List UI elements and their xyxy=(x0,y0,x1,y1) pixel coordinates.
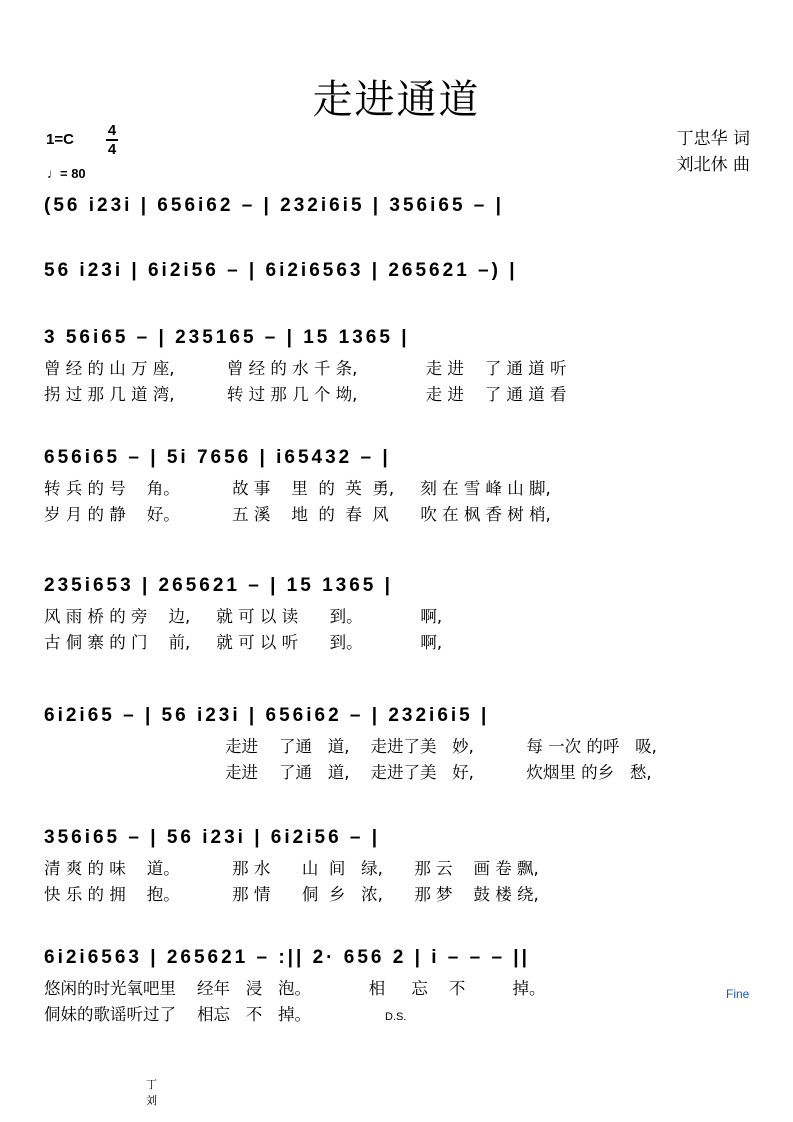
lyricist-credit: 丁忠华 词 xyxy=(676,129,750,149)
ds-marking: D.S. xyxy=(385,1011,407,1023)
lyric-line-1: 风 雨 桥 的 旁 边, 就 可 以 读 到。 啊, xyxy=(44,607,443,626)
system-4 xyxy=(0,447,793,537)
fine-marking: Fine xyxy=(726,987,750,1001)
composer-credit: 刘北休 曲 xyxy=(676,155,750,175)
notation-line: 6i2i6563 | 265621 – :|| 2· 656 2 | i – – – || xyxy=(44,947,530,968)
notation-line: (56 i23i | 656i62 – | 232i6i5 | 356i65 – | xyxy=(44,195,504,216)
system-8 xyxy=(0,947,793,1037)
notation-line: 3 56i65 – | 235165 – | 15 1365 | xyxy=(44,327,410,348)
key-signature: 1=C xyxy=(46,131,74,148)
lyric-line-2: 走进 了通 道, 走进了美 好, 炊烟里 的乡 愁, xyxy=(225,763,652,782)
notation-line: 356i65 – | 56 i23i | 6i2i56 – | xyxy=(44,827,381,848)
notation-line: 6i2i65 – | 56 i23i | 656i62 – | 232i6i5 | xyxy=(44,705,490,726)
lyric-line-2: 拐 过 那 几 道 湾, 转 过 那 几 个 坳, 走 进 了 通 道 看 xyxy=(44,385,567,404)
lyric-line-2: 古 侗 寨 的 门 前, 就 可 以 听 到。 啊, xyxy=(44,633,443,652)
footer-line-1: 丁 xyxy=(146,1079,157,1091)
lyric-line-1: 曾 经 的 山 万 座, 曾 经 的 水 千 条, 走 进 了 通 道 听 xyxy=(44,359,567,378)
footer-line-2: 刘 xyxy=(146,1095,157,1107)
lyric-line-1: 转 兵 的 号 角。 故 事 里 的 英 勇, 刻 在 雪 峰 山 脚, xyxy=(44,479,551,498)
tempo-marking: ♩= 80 xyxy=(47,166,86,181)
system-7 xyxy=(0,827,793,917)
meter-top: 4 xyxy=(107,122,117,139)
system-6 xyxy=(0,705,793,795)
time-signature xyxy=(106,122,118,158)
lyric-line-1: 清 爽 的 味 道。 那 水 山 间 绿, 那 云 画 卷 飘, xyxy=(44,859,539,878)
lyric-line-2: 侗妹的歌谣听过了 相忘 不 掉。 xyxy=(44,1005,311,1024)
meter-bottom: 4 xyxy=(107,141,117,158)
lyric-line-2: 岁 月 的 静 好。 五 溪 地 的 春 风 吹 在 枫 香 树 梢, xyxy=(44,505,551,524)
lyric-line-1: 走进 了通 道, 走进了美 妙, 每 一次 的呼 吸, xyxy=(225,737,657,756)
notation-line: 56 i23i | 6i2i56 – | 6i2i6563 | 265621 –) | xyxy=(44,260,518,281)
notation-line: 656i65 – | 5i 7656 | i65432 – | xyxy=(44,447,391,468)
lyric-line-1: 悠闲的时光氧吧里 经年 浸 泡。 相 忘 不 掉。 xyxy=(44,979,546,998)
system-3 xyxy=(0,327,793,417)
song-title: 走进通道 xyxy=(312,77,481,123)
notation-line: 235i653 | 265621 – | 15 1365 | xyxy=(44,575,393,596)
system-5 xyxy=(0,575,793,665)
lyric-line-2: 快 乐 的 拥 抱。 那 情 侗 乡 浓, 那 梦 鼓 楼 绕, xyxy=(44,885,539,904)
